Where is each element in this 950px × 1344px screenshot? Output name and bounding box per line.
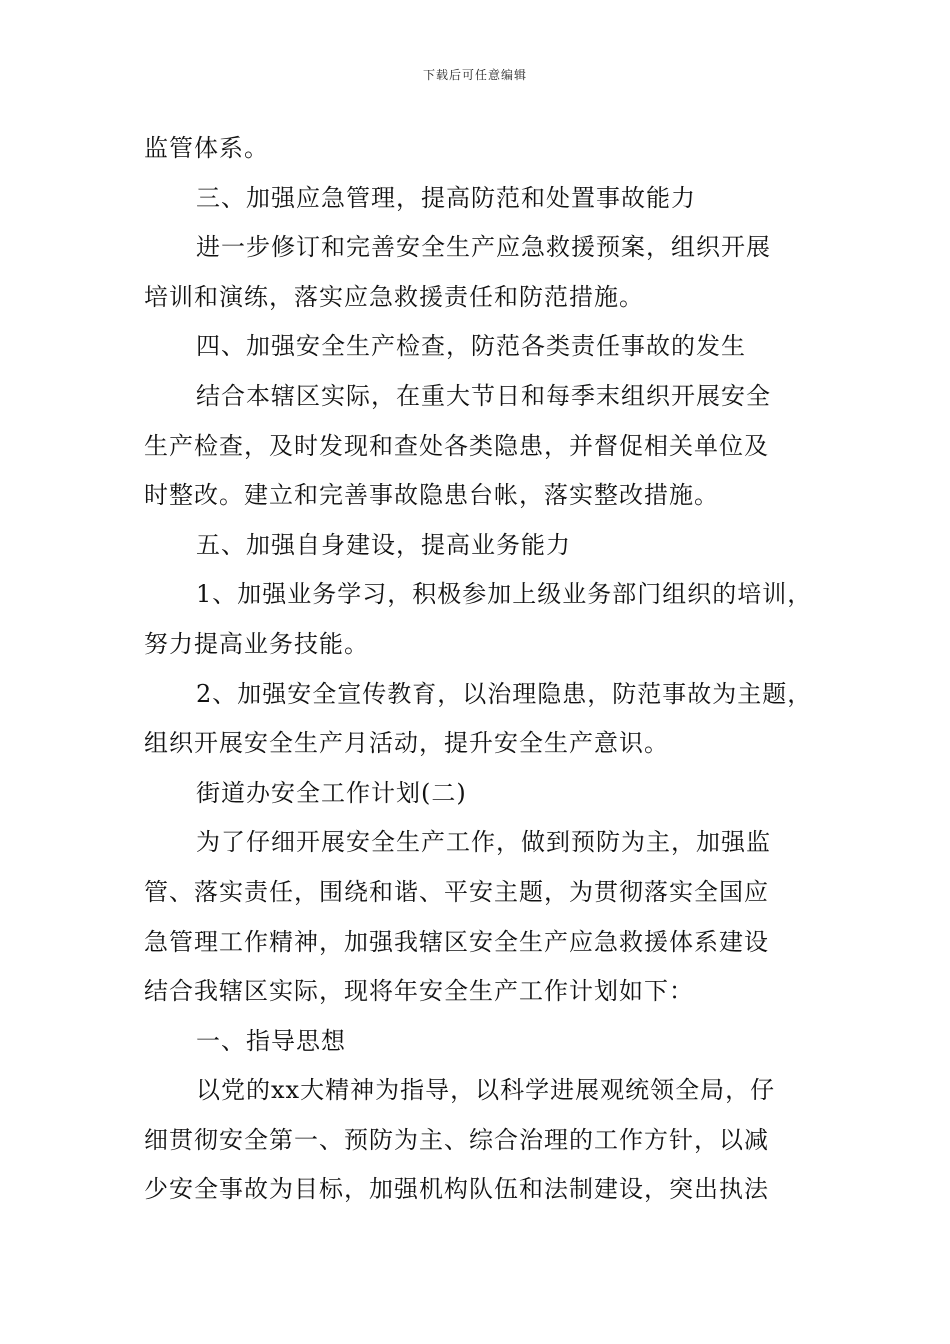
section-heading: 三、加强应急管理，提高防范和处置事故能力 — [196, 183, 696, 212]
section-heading: 四、加强安全生产检查，防范各类责任事故的发生 — [196, 332, 746, 361]
text-line: 1、加强业务学习，积极参加上级业务部门组织的培训， — [196, 580, 813, 609]
text-line: 培训和演练，落实应急救援责任和防范措施。 — [144, 282, 644, 311]
section-heading: 一、指导思想 — [196, 1026, 346, 1055]
text-line: 监管体系。 — [144, 134, 269, 162]
section-heading: 五、加强自身建设，提高业务能力 — [196, 530, 571, 559]
text-line: 管、落实责任，围绕和谐、平安主题，为贯彻落实全国应 — [144, 877, 769, 906]
text-line: 细贯彻安全第一、预防为主、综合治理的工作方针，以减 — [144, 1125, 769, 1154]
text-line: 进一步修订和完善安全生产应急救援预案，组织开展 — [196, 233, 771, 262]
text-line: 2、加强安全宣传教育，以治理隐患，防范事故为主题， — [196, 679, 813, 708]
document-subtitle: 街道办安全工作计划(二) — [196, 778, 467, 807]
text-line: 结合本辖区实际，在重大节日和每季末组织开展安全 — [196, 381, 771, 410]
text-line: 组织开展安全生产月活动，提升安全生产意识。 — [144, 729, 669, 758]
page-header: 下载后可任意编辑 — [422, 68, 527, 82]
text-line: 为了仔细开展安全生产工作，做到预防为主，加强监 — [196, 828, 771, 857]
text-line: 以党的xx大精神为指导，以科学进展观统领全局，仔 — [196, 1076, 776, 1105]
document-body — [144, 124, 812, 1215]
text-line: 努力提高业务技能。 — [144, 629, 369, 658]
text-line: 结合我辖区实际，现将年安全生产工作计划如下： — [144, 977, 694, 1006]
text-line: 急管理工作精神，加强我辖区安全生产应急救援体系建设 — [144, 927, 769, 956]
text-line: 时整改。建立和完善事故隐患台帐，落实整改措施。 — [144, 481, 719, 510]
text-line: 生产检查，及时发现和查处各类隐患，并督促相关单位及 — [144, 431, 769, 460]
text-line: 少安全事故为目标，加强机构队伍和法制建设，突出执法 — [144, 1175, 769, 1204]
